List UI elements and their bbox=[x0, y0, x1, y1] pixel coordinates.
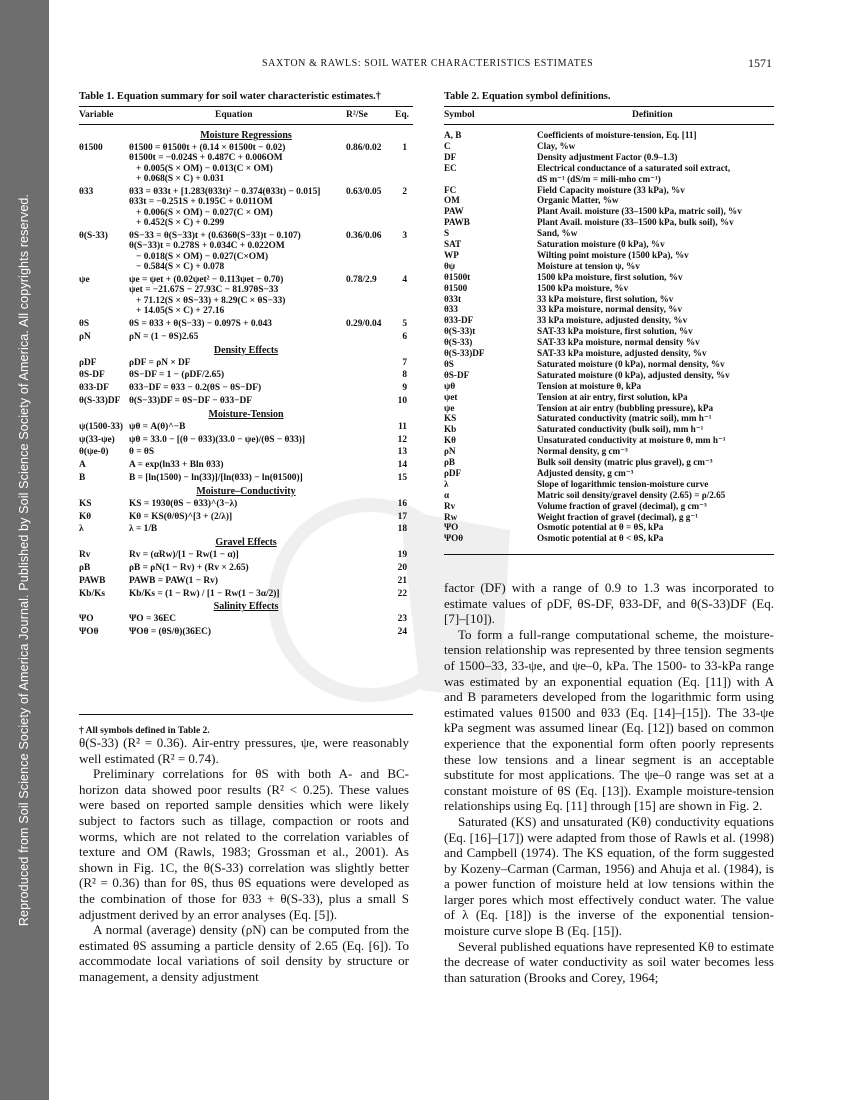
table2-definition: Saturated moisture (0 kPa), adjusted density, %v bbox=[537, 369, 730, 380]
table2-symbol: ψet bbox=[444, 391, 458, 402]
table1-eq-number: 14 bbox=[397, 460, 407, 471]
table1-eq-number: 21 bbox=[397, 575, 407, 586]
table1-equation: A = exp(ln33 + Bln θ33) bbox=[129, 460, 224, 471]
table2-definition: Tension at air entry, first solution, kPa bbox=[537, 391, 688, 402]
table2-symbol: θS-DF bbox=[444, 369, 470, 380]
table1-variable: θ33 bbox=[79, 187, 94, 197]
table1-eq-number: 7 bbox=[402, 357, 407, 368]
table2-definition: Electrical conductance of a saturated soil extract, bbox=[537, 162, 731, 173]
table2-definition: Clay, %w bbox=[537, 140, 576, 151]
table2-definition: 1500 kPa moisture, first solution, %v bbox=[537, 271, 683, 282]
table2-symbol: θ1500 bbox=[444, 282, 468, 293]
table2-definition: Matric soil density/gravel density (2.65) = ρ/2.65 bbox=[537, 489, 726, 500]
body-paragraph: Saturated (KS) and unsaturated (Kθ) conductivity equations (Eq. [16]–[17]) were adapted from those of Rawls et al. (1998) and Campbell (1974). The KS equation, of the form suggested by Kozeny–Carman (Carman, 1956) and Ahuja et al. (1984), is a power function of moisture held at low tensions within the larger pores which most effectively conduct water. The value of λ (Eq. [18]) is the inverse of the exponential tension-moisture curve slope B (Eq. [15]). bbox=[444, 813, 774, 939]
table1-variable: ψ(33-ψe) bbox=[79, 434, 115, 445]
table1-eq-number: 6 bbox=[402, 331, 407, 342]
table2-symbol: ΨO bbox=[444, 522, 459, 533]
table1-eq-number: 8 bbox=[402, 370, 407, 381]
table2-symbol: ψθ bbox=[444, 380, 456, 391]
running-title: SAXTON & RAWLS: SOIL WATER CHARACTERISTICS ESTIMATES bbox=[262, 58, 594, 69]
table2-symbol: Rw bbox=[444, 511, 458, 522]
table2-symbol: Kθ bbox=[444, 435, 456, 446]
table2-symbol: θ(S-33)DF bbox=[444, 348, 485, 358]
table1-equation: λ = 1/B bbox=[129, 524, 158, 535]
table1-equation: ΨO = 36EC bbox=[129, 614, 177, 625]
table1-header-r2: R²/Se bbox=[346, 110, 368, 120]
table1-equation: θ33−DF = θ33 − 0.2(θS − θS−DF) bbox=[129, 383, 262, 394]
table1-eq-number: 5 bbox=[402, 319, 407, 329]
table2-bottom-rule bbox=[444, 554, 774, 555]
table2-symbol: EC bbox=[444, 162, 457, 173]
table1-equation: θ(S−33)DF = θS−DF − θ33−DF bbox=[129, 396, 252, 406]
table1-eq-number: 24 bbox=[397, 627, 407, 638]
table2-header-definition: Definition bbox=[632, 110, 673, 120]
table2-definition: Bulk soil density (matric plus gravel), g cm⁻³ bbox=[537, 457, 713, 467]
table1-eq-number: 19 bbox=[397, 550, 407, 561]
table1-variable: θ33-DF bbox=[79, 383, 109, 394]
table1-equation: θS−DF = 1 − (ρDF/2.65) bbox=[129, 370, 225, 381]
table1-r2-se: 0.29/0.04 bbox=[346, 319, 382, 329]
table1-equation: θ33 = θ33t + [1.283(θ33t)² − 0.374(θ33t) − 0.015] θ33t = −0.251S + 0.195C + 0.011OM + 0.006(S × OM) − 0.027(C × OM) + 0.452(S × C) + 0.299 bbox=[129, 187, 321, 229]
table1-equation: θ = θS bbox=[129, 447, 155, 458]
table2-definition: Moisture at tension ψ, %v bbox=[537, 260, 640, 271]
table1-section-heading: Moisture Regressions bbox=[200, 130, 292, 141]
table2-symbol: WP bbox=[444, 249, 459, 260]
table1-variable: ΨOθ bbox=[79, 627, 99, 638]
table2-definition: Weight fraction of gravel (decimal), g g⁻¹ bbox=[537, 511, 698, 522]
table1-equation: Rv = (αRw)/[1 − Rw(1 − α)] bbox=[129, 550, 239, 561]
table2-symbol: S bbox=[444, 228, 450, 239]
table2-symbol: θ33t bbox=[444, 293, 462, 304]
body-paragraph: A normal (average) density (ρN) can be computed from the estimated θS assuming a particle density of 2.65 (Eq. [6]). To accommodate local variations of soil density by structure or management, a density adjustment bbox=[79, 922, 409, 984]
table2-definition: Field Capacity moisture (33 kPa), %v bbox=[537, 184, 685, 195]
table1-r2-se: 0.63/0.05 bbox=[346, 187, 382, 197]
table1-eq-number: 23 bbox=[397, 614, 407, 625]
table2-definition: Saturation moisture (0 kPa), %v bbox=[537, 239, 665, 249]
body-paragraph: Several published equations have represented Kθ to estimate the decrease of water conductivity as soil water becomes less than saturation (Brooks and Corey, 1964; bbox=[444, 938, 774, 985]
table2-symbol: ρN bbox=[444, 446, 456, 457]
table2-symbol: FC bbox=[444, 184, 457, 195]
table1-header-variable: Variable bbox=[79, 110, 114, 120]
body-paragraph: factor (DF) with a range of 0.9 to 1.3 was incorporated to estimate values of ρDF, θS-DF, θ33-DF, and θ(S-33)DF (Eq. [7]–[10]). bbox=[444, 580, 774, 627]
table1-eq-number: 3 bbox=[402, 231, 407, 241]
table2-definition: Density adjustment Factor (0.9–1.3) bbox=[537, 151, 678, 162]
table1-variable: ΨO bbox=[79, 614, 94, 625]
table1-variable: θS bbox=[79, 319, 90, 329]
table1-equation: ρN = (1 − θS)2.65 bbox=[129, 331, 199, 342]
table1-variable: θS-DF bbox=[79, 370, 105, 381]
table2-symbol: θ(S-33)t bbox=[444, 326, 476, 337]
table1-variable: θ(ψe-0) bbox=[79, 447, 109, 458]
table2-definition: Plant Avail. moisture (33–1500 kPa, matric soil), %v bbox=[537, 206, 742, 217]
table2-definition: Saturated conductivity (matric soil), mm h⁻¹ bbox=[537, 413, 712, 424]
table2-symbol: ρB bbox=[444, 457, 456, 467]
table2-definition: Saturated moisture (0 kPa), normal density, %v bbox=[537, 358, 725, 369]
table1-variable: θ1500 bbox=[79, 143, 103, 153]
table1-equation: ρDF = ρN × DF bbox=[129, 357, 191, 368]
table1-equation: B = [ln(1500) − ln(33)]/[ln(θ33) − ln(θ1500)] bbox=[129, 473, 303, 483]
table2-symbol: OM bbox=[444, 195, 460, 206]
table2-caption: Table 2. Equation symbol definitions. bbox=[444, 91, 611, 102]
table2-symbol: KS bbox=[444, 413, 457, 424]
copyright-text: Reproduced from Soil Science Society of America Journal. Published by Soil Science Society of America. All copyrights reserved. bbox=[17, 193, 31, 927]
body-paragraph: Preliminary correlations for θS with both A- and BC-horizon data showed poor results (R² < 0.25). These values were based on reported sample densities which were likely subject to factors such as tillage, compaction or roots and worms, which are not related to the correlation variables of texture and OM (Rawls, 1983; Grossman et al., 2001). As shown in Fig. 1C, the θ(S-33) correlation was slightly better (R² = 0.36) than for θS, thus θS equations were developed as the combination of those for θ33 + θ(S-33), plus a small S adjustment derived by an error analyses (Eq. [5]). bbox=[79, 766, 409, 922]
table2-definition: dS m⁻¹ (dS/m = mili-mho cm⁻¹) bbox=[537, 173, 661, 184]
table1-variable: KS bbox=[79, 498, 92, 509]
table1-eq-number: 20 bbox=[397, 563, 407, 573]
table2-top-rule bbox=[444, 106, 774, 107]
table1-eq-number: 22 bbox=[397, 588, 407, 599]
table1-section-heading: Moisture–Conductivity bbox=[196, 485, 296, 497]
table2-definition: Sand, %w bbox=[537, 228, 578, 239]
table1-top-rule bbox=[79, 106, 413, 107]
table1-eq-number: 2 bbox=[402, 187, 407, 197]
table2-definition: Tension at moisture θ, kPa bbox=[537, 380, 642, 391]
table2-definition: SAT-33 kPa moisture, first solution, %v bbox=[537, 326, 693, 337]
table2-symbol: θ33 bbox=[444, 304, 458, 315]
copyright-sidebar bbox=[0, 0, 49, 1100]
table2-symbol: α bbox=[444, 489, 450, 500]
table1-header-rule bbox=[79, 124, 413, 125]
table1-caption: Table 1. Equation summary for soil water characteristic estimates.† bbox=[79, 91, 381, 102]
table2-definition: Volume fraction of gravel (decimal), g cm⁻³ bbox=[537, 500, 707, 511]
table2-definition: Osmotic potential at θ < θS, kPa bbox=[537, 533, 664, 544]
table2-symbol: θ(S-33) bbox=[444, 337, 473, 348]
table1-equation: Kθ = KS(θ/θS)^[3 + (2/λ)] bbox=[129, 511, 233, 522]
body-paragraph: θ(S-33) (R² = 0.36). Air-entry pressures, ψe, were reasonably well estimated (R² = 0.74). bbox=[79, 735, 409, 766]
table2-definition: Slope of logarithmic tension-moisture curve bbox=[537, 478, 709, 489]
table1-r2-se: 0.36/0.06 bbox=[346, 231, 382, 241]
table2-symbol: θ33-DF bbox=[444, 315, 474, 326]
table2-symbol: DF bbox=[444, 151, 457, 162]
table2-symbol: ΨOθ bbox=[444, 533, 464, 544]
table1-variable: θ(S-33) bbox=[79, 231, 108, 241]
table1-equation: θS−33 = θ(S−33)t + (0.636θ(S−33)t − 0.107) θ(S−33)t = 0.278S + 0.034C + 0.022OM − 0.018(S × OM) − 0.027(C×OM) − 0.584(S × C) + 0.078 bbox=[129, 231, 301, 273]
table2-definition: SAT-33 kPa moisture, normal density %v bbox=[537, 337, 700, 348]
table1-variable: Kθ bbox=[79, 511, 92, 522]
table1-variable: ρDF bbox=[79, 357, 97, 368]
table1-section-heading: Salinity Effects bbox=[213, 601, 279, 613]
table2-symbol: θS bbox=[444, 358, 454, 369]
table1-bottom-rule bbox=[79, 714, 413, 715]
table2-symbol: Kb bbox=[444, 424, 457, 435]
table1-variable: B bbox=[79, 473, 86, 483]
table1-equation: ψe = ψet + (0.02ψet² − 0.113ψet − 0.70) ψet = −21.67S − 27.93C − 81.97θS−33 + 71.12(S × θS−33) + 8.29(C × θS−33) + 14.05(S × C) + 27.16 bbox=[129, 275, 286, 317]
table1-variable: PAWB bbox=[79, 575, 106, 586]
table2-definition: Unsaturated conductivity at moisture θ, mm h⁻¹ bbox=[537, 435, 726, 446]
table1-equation: ρB = ρN(1 − Rv) + (Rv × 2.65) bbox=[129, 563, 249, 573]
table1-eq-number: 4 bbox=[402, 275, 407, 285]
table1-footnote: † All symbols defined in Table 2. bbox=[79, 726, 210, 736]
table2-definition: Adjusted density, g cm⁻³ bbox=[537, 467, 634, 478]
table2-definition: Normal density, g cm⁻³ bbox=[537, 446, 628, 457]
table1-r2-se: 0.78/2.9 bbox=[346, 275, 377, 285]
table1-eq-number: 11 bbox=[398, 421, 407, 432]
table1-header-equation: Equation bbox=[215, 110, 253, 120]
table2-definition: 33 kPa moisture, first solution, %v bbox=[537, 293, 674, 304]
table2-definition: Saturated conductivity (bulk soil), mm h⁻¹ bbox=[537, 424, 704, 435]
table1-equation: θS = θ33 + θ(S−33) − 0.097S + 0.043 bbox=[129, 319, 272, 329]
table1-variable: ρN bbox=[79, 331, 91, 342]
table1-section-heading: Density Effects bbox=[213, 344, 279, 356]
table2-definition: Osmotic potential at θ = θS, kPa bbox=[537, 522, 664, 533]
table1-equation: Kb/Ks = (1 − Rw) / [1 − Rw(1 − 3α/2)] bbox=[129, 588, 280, 599]
table1-variable: Rv bbox=[79, 550, 91, 561]
table1-variable: ψe bbox=[79, 275, 90, 285]
table2-definition: Coefficients of moisture-tension, Eq. [11] bbox=[537, 130, 697, 140]
table1-equation: ΨOθ = (θS/θ)(36EC) bbox=[129, 627, 212, 638]
table1-eq-number: 9 bbox=[402, 383, 407, 394]
table1-variable: θ(S-33)DF bbox=[79, 396, 121, 406]
table1-variable: Kb/Ks bbox=[79, 588, 106, 599]
table1-eq-number: 13 bbox=[397, 447, 407, 458]
table2-definition: Tension at air entry (bubbling pressure), kPa bbox=[537, 402, 714, 413]
table2-definition: Wilting point moisture (1500 kPa), %v bbox=[537, 249, 689, 260]
body-paragraph: To form a full-range computational scheme, the moisture-tension relationship was represented by three tension segments of 1500–33, 33-ψe, and ψe–0, kPa. The 1500- to 33-kPa range was estimated by an exponential equation (Eq. [11]) with A and B parameters developed from the logarithmic form using estimated values θ1500 and θ33 (Eq. [14]–[15]). The 33-ψe kPa segment was assumed linear (Eq. [12]) based on common experience that the exponential form often poorly represents these low tensions and a linear segment is an acceptable substitute for most applications. The ψe–0 range was set at a constant moisture of θS (Eq. [13]). Example moisture-tension relationships using Eq. [11] through [15] are shown in Fig. 2. bbox=[444, 626, 774, 814]
table1-equation: PAWB = PAW(1 − Rv) bbox=[129, 575, 218, 586]
table1-eq-number: 16 bbox=[397, 498, 407, 509]
table2-definition: SAT-33 kPa moisture, adjusted density, %v bbox=[537, 348, 707, 358]
table2-definition: 1500 kPa moisture, %v bbox=[537, 282, 629, 293]
table2-symbol: θψ bbox=[444, 260, 456, 271]
table2-header-symbol: Symbol bbox=[444, 110, 475, 120]
table2-symbol: θ1500t bbox=[444, 271, 471, 282]
table2-definition: 33 kPa moisture, normal density, %v bbox=[537, 304, 683, 315]
table1-variable: ψ(1500-33) bbox=[79, 421, 123, 432]
table1-eq-number: 15 bbox=[397, 473, 407, 483]
table1-equation: θ1500 = θ1500t + (0.14 × θ1500t − 0.02) θ1500t = −0.024S + 0.487C + 0.006OM + 0.005(S × OM) − 0.013(C × OM) + 0.068(S × C) + 0.031 bbox=[129, 143, 286, 185]
table1-eq-number: 10 bbox=[397, 396, 407, 406]
table2-definition: Organic Matter, %w bbox=[537, 195, 619, 206]
table1-equation: ψθ = A(θ)^−B bbox=[129, 421, 186, 432]
table1-header-eq: Eq. bbox=[395, 110, 409, 120]
table2-symbol: Rv bbox=[444, 500, 456, 511]
table2-symbol: λ bbox=[444, 478, 449, 489]
table2-symbol: C bbox=[444, 140, 451, 151]
table1-section-heading: Gravel Effects bbox=[215, 537, 277, 549]
table2-definition: 33 kPa moisture, adjusted density, %v bbox=[537, 315, 688, 326]
table1-variable: A bbox=[79, 460, 86, 471]
table1-eq-number: 1 bbox=[402, 143, 407, 153]
table2-symbol: PAWB bbox=[444, 217, 470, 228]
table2-symbol: A, B bbox=[444, 130, 462, 140]
table2-symbol: ψe bbox=[444, 402, 455, 413]
table1-variable: ρB bbox=[79, 563, 91, 573]
table1-equation: KS = 1930(θS − θ33)^(3−λ) bbox=[129, 498, 238, 509]
table1-equation: ψθ = 33.0 − [(θ − θ33)(33.0 − ψe)/(θS − θ33)] bbox=[129, 434, 306, 445]
table1-eq-number: 17 bbox=[397, 511, 407, 522]
table2-header-rule bbox=[444, 124, 774, 125]
page-number: 1571 bbox=[748, 56, 772, 70]
table2-symbol: ρDF bbox=[444, 467, 462, 478]
table1-eq-number: 12 bbox=[397, 434, 407, 445]
table1-variable: λ bbox=[79, 524, 84, 535]
table2-symbol: SAT bbox=[444, 239, 462, 249]
table1-eq-number: 18 bbox=[397, 524, 407, 535]
table2-definition: Plant Avail. moisture (33–1500 kPa, bulk soil), %v bbox=[537, 217, 734, 228]
table1-section-heading: Moisture-Tension bbox=[208, 408, 284, 420]
table2-symbol: PAW bbox=[444, 206, 464, 217]
table1-r2-se: 0.86/0.02 bbox=[346, 143, 382, 153]
